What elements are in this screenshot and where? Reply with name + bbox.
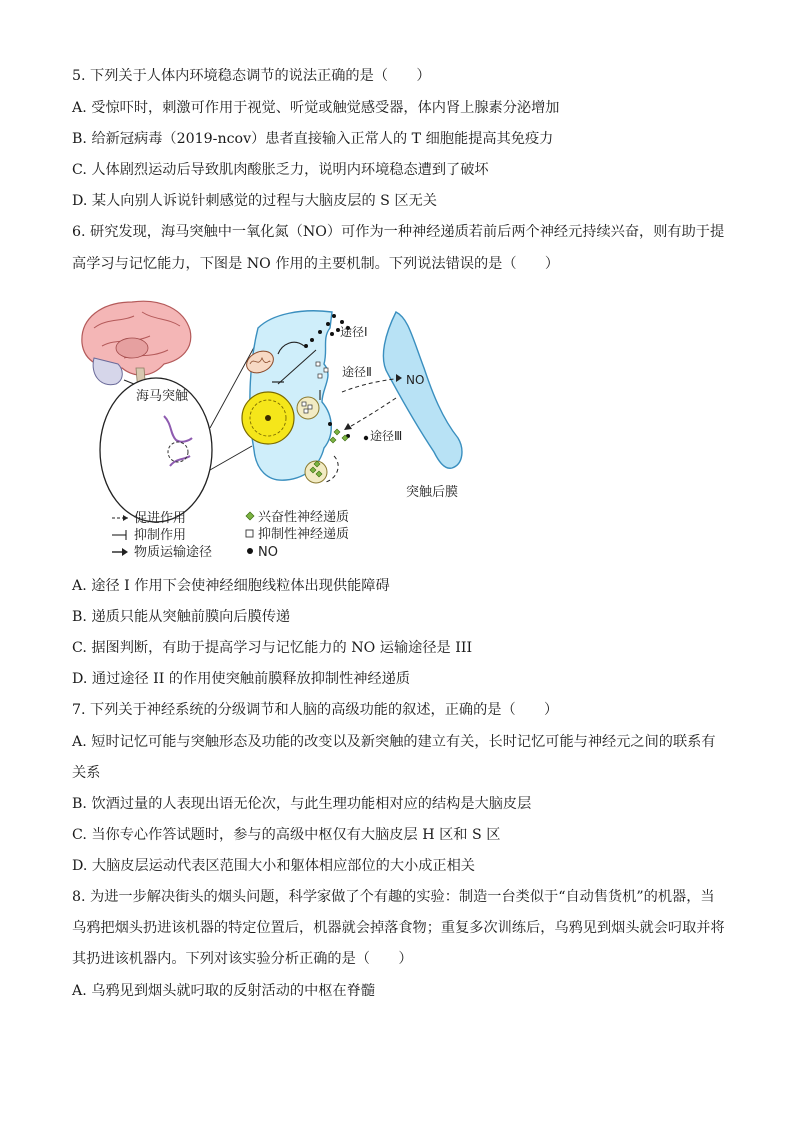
q8-stem-line1: 8. 为进一步解决街头的烟头问题，科学家做了个有趣的实验：制造一台类似于“自动售货机”的机器，当 bbox=[72, 889, 715, 905]
q5-stem: 5. 下列关于人体内环境稳态调节的说法正确的是（ ） bbox=[72, 68, 431, 84]
q6-option-a: A. 途径 I 作用下会使神经细胞线粒体出现供能障碍 bbox=[72, 578, 390, 594]
q5-option-c: C. 人体剧烈运动后导致肌肉酸胀乏力，说明内环境稳态遭到了破坏 bbox=[72, 162, 489, 178]
q6-option-c: C. 据图判断，有助于提高学习与记忆能力的 NO 运输途径是 III bbox=[72, 640, 473, 656]
q7-option-a-line1: A. 短时记忆可能与突触形态及功能的改变以及新突触的建立有关，长时记忆可能与神经元之间的联系有 bbox=[72, 734, 716, 750]
legend-excitatory: 兴奋性神经递质 bbox=[258, 510, 350, 525]
hippocampus-label: 海马突触 bbox=[136, 389, 189, 404]
q8-option-a: A. 乌鸦见到烟头就叼取的反射活动的中枢在脊髓 bbox=[72, 983, 376, 999]
legend-transport: 物质运输途径 bbox=[134, 545, 213, 560]
q7-option-b: B. 饮酒过量的人表现出语无伦次，与此生理功能相对应的结构是大脑皮层 bbox=[72, 796, 532, 812]
legend-inhibit: 抑制作用 bbox=[134, 528, 187, 543]
q6-option-b: B. 递质只能从突触前膜向后膜传递 bbox=[72, 609, 291, 625]
postsynaptic-label: 突触后膜 bbox=[406, 485, 459, 500]
postsynaptic-membrane bbox=[383, 312, 462, 468]
q7-option-c: C. 当你专心作答试题时，参与的高级中枢仅有大脑皮层 H 区和 S 区 bbox=[72, 827, 501, 843]
path-1-label: 途径Ⅰ bbox=[340, 325, 368, 339]
legend-inhibitory: 抑制性神经递质 bbox=[258, 527, 350, 542]
q5-option-d: D. 某人向别人诉说针刺感觉的过程与大脑皮层的 S 区无关 bbox=[72, 193, 437, 209]
legend-promote: 促进作用 bbox=[134, 511, 187, 526]
q6-option-d: D. 通过途径 II 的作用使突触前膜释放抑制性神经递质 bbox=[72, 671, 411, 687]
legend-no: NO bbox=[258, 545, 278, 560]
q8-stem-line2: 乌鸦把烟头扔进该机器的特定位置后，机器就会掉落食物；重复多次训练后，乌鸦见到烟头就会叼取并将 bbox=[72, 920, 725, 936]
q6-stem-line2: 高学习与记忆能力，下图是 NO 作用的主要机制。下列说法错误的是（ ） bbox=[72, 256, 560, 272]
q7-option-d: D. 大脑皮层运动代表区范围大小和躯体相应部位的大小成正相关 bbox=[72, 858, 475, 874]
q7-stem: 7. 下列关于神经系统的分级调节和人脑的高级功能的叙述，正确的是（ ） bbox=[72, 702, 559, 718]
q5-option-b: B. 给新冠病毒（2019-ncov）患者直接输入正常人的 T 细胞能提高其免疫力 bbox=[72, 131, 554, 147]
path-2-label: 途径Ⅱ bbox=[342, 365, 372, 379]
figure-legend bbox=[112, 509, 349, 560]
path-3-label: 途径Ⅲ bbox=[370, 429, 403, 443]
q8-stem-line3: 其扔进该机器内。下列对该实验分析正确的是（ ） bbox=[72, 951, 413, 967]
q7-option-a-line2: 关系 bbox=[72, 765, 101, 781]
brain-illustration bbox=[82, 301, 191, 392]
no-mechanism-figure bbox=[72, 288, 492, 568]
no-label: NO bbox=[406, 373, 425, 387]
q5-option-a: A. 受惊吓时，刺激可作用于视觉、听觉或触觉感受器，体内肾上腺素分泌增加 bbox=[72, 100, 560, 116]
q6-stem-line1: 6. 研究发现，海马突触中一氧化氮（NO）可作为一种神经递质若前后两个神经元持续兴奋，则有助于提 bbox=[72, 224, 725, 240]
